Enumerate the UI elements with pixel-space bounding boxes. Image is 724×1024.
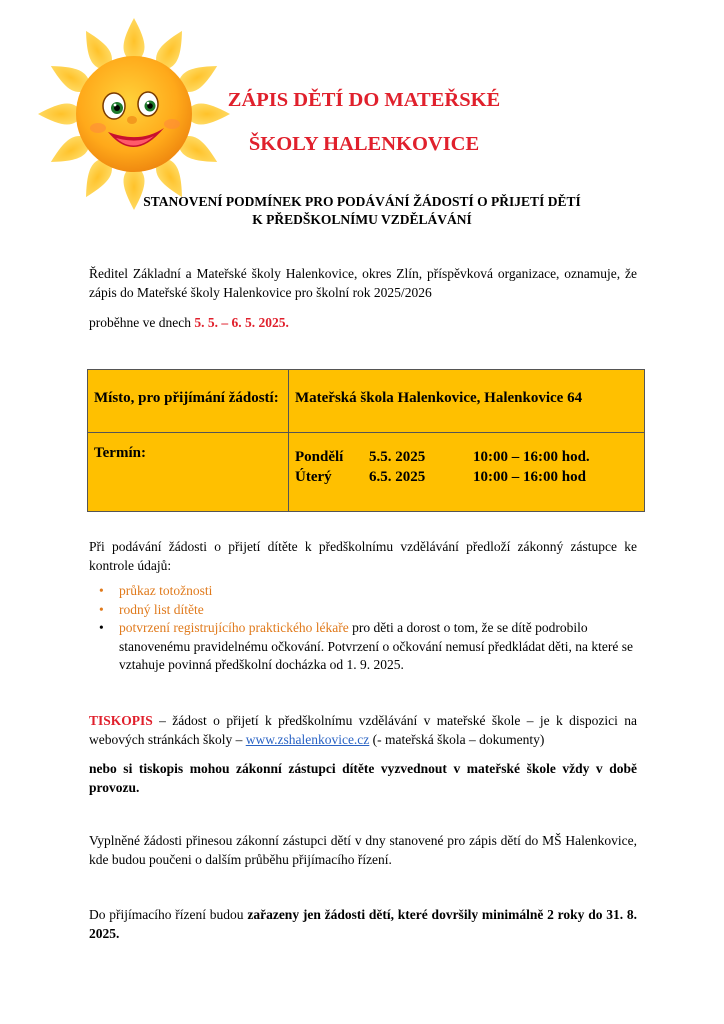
info-table <box>87 369 645 512</box>
place-value: Mateřská škola Halenkovice, Halenkovice 64 <box>295 390 583 406</box>
place-label-cell <box>88 370 289 433</box>
dates-line <box>89 314 637 333</box>
requirement-highlight: rodný list dítěte <box>119 601 204 617</box>
requirements-list <box>89 582 649 675</box>
requirement-rest: pro děti a dorost o tom, že se dítě podrobilo stanovenému pravidelnému očkování. Potvrzení o očkování nemusí předkládat děti, na které se vztahuje povinná předškolní docházka od 1. 9. 2025. <box>119 620 633 672</box>
subtitle-line-1: STANOVENÍ PODMÍNEK PRO PODÁVÁNÍ ŽÁDOSTÍ O PŘIJETÍ DĚTÍ <box>143 194 581 209</box>
school-website-link[interactable]: www.zshalenkovice.cz <box>245 731 370 747</box>
dates-prefix: proběhne ve dnech <box>89 315 195 330</box>
closing-paragraph-2 <box>89 906 637 943</box>
schedule-date: 5.5. 2025 <box>369 449 426 465</box>
place-value-cell <box>289 370 645 433</box>
schedule-day: Úterý <box>295 469 332 485</box>
closing-prefix: Do přijímacího řízení budou <box>89 907 248 922</box>
schedule <box>289 433 644 487</box>
schedule-day: Pondělí <box>295 449 344 465</box>
schedule-row <box>295 447 638 467</box>
dates-value: 5. 5. – 6. 5. 2025. <box>194 315 289 330</box>
smiling-sun-icon <box>34 14 234 214</box>
closing-bold: zařazeny jen žádosti dětí, které dovršily minimálně 2 roky do 31. 8. 2025. <box>89 907 638 941</box>
requirement-highlight: potvrzení registrujícího praktického lékaře <box>119 620 349 635</box>
list-item <box>89 582 649 601</box>
title-line-2: ŠKOLY HALENKOVICE <box>248 133 480 155</box>
form-pickup-note: nebo si tiskopis mohou zákonní zástupci dítěte vyzvednout v mateřské škole vždy v době provozu. <box>89 761 637 795</box>
form-info-paragraph <box>89 712 637 749</box>
requirement-highlight: průkaz totožnosti <box>119 583 213 598</box>
form-text-1: – žádost o přijetí k předškolnímu vzdělávání v mateřské škole – je k dispozici na webových stránkách školy – <box>89 713 637 747</box>
schedule-time: 10:00 – 16:00 hod <box>473 469 586 485</box>
intro-paragraph: Ředitel Základní a Mateřské školy Halenkovice, okres Zlín, příspěvková organizace, oznamuje, že zápis do Mateřské školy Halenkovice pro školní rok 2025/2026 <box>89 266 637 300</box>
schedule-row <box>295 467 638 487</box>
place-row <box>88 370 645 433</box>
closing-paragraph-1: Vyplněné žádosti přinesou zákonní zástupci dětí v dny stanovené pro zápis dětí do MŠ Halenkovice, kde budou poučeni o dalším průběhu přijímacího řízení. <box>89 833 637 867</box>
list-item <box>89 601 649 620</box>
term-row <box>88 433 645 512</box>
schedule-date: 6.5. 2025 <box>369 469 426 485</box>
requirements-intro: Při podávání žádosti o přijetí dítěte k předškolnímu vzdělávání předloží zákonný zástupce ke kontrole údajů: <box>89 539 637 573</box>
term-label: Termín: <box>94 445 146 461</box>
form-text-2: (- mateřská škola – dokumenty) <box>369 731 545 747</box>
place-label: Místo, pro přijímání žádostí: <box>94 390 279 406</box>
term-label-cell <box>88 433 289 512</box>
title-line-1: ZÁPIS DĚTÍ DO MATEŘSKÉ <box>227 89 501 111</box>
subtitle-line-2: K PŘEDŠKOLNÍMU VZDĚLÁVÁNÍ <box>252 212 472 227</box>
list-item <box>89 619 649 675</box>
term-value-cell <box>289 433 645 512</box>
schedule-time: 10:00 – 16:00 hod. <box>473 449 590 465</box>
subtitle <box>90 193 634 229</box>
form-label: TISKOPIS <box>89 713 153 728</box>
